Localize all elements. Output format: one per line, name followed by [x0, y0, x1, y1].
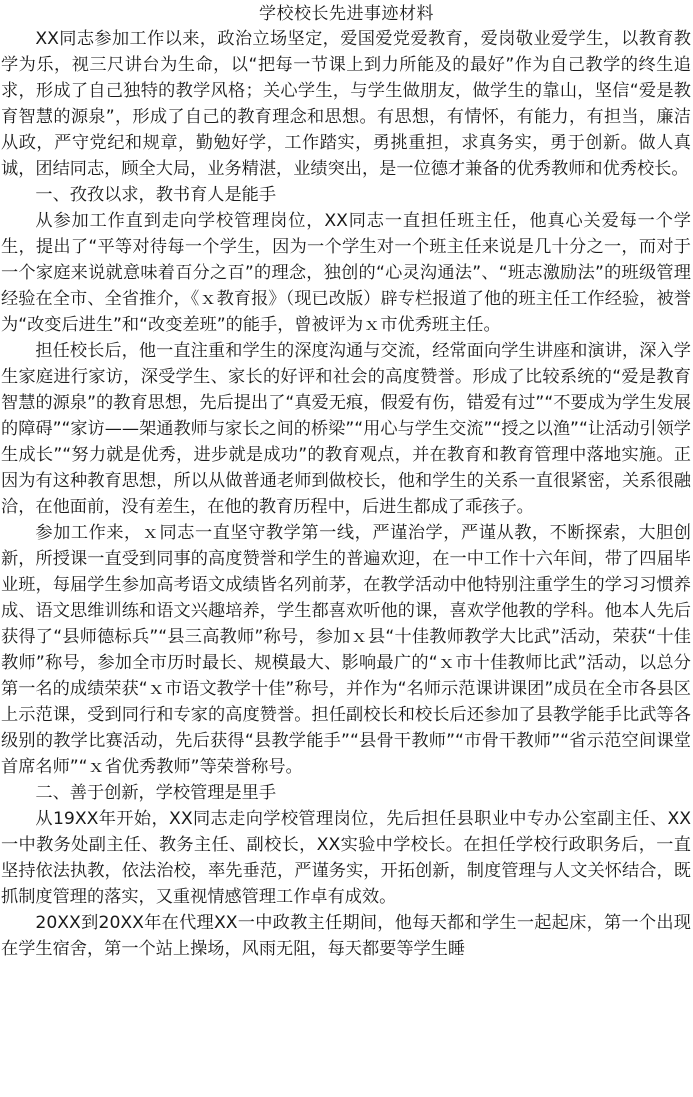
section1-paragraph-2: 担任校长后，他一直注重和学生的深度沟通与交流，经常面向学生讲座和演讲，深入学生家庭进行家访，深受学生、家长的好评和社会的高度赞誉。形成了比较系统的“爱是教育智慧的源泉”的教育思想，先后提出了“真爱无痕，假爱有伤，错爱有过”“不要成为学生发展的障碍”“家访——架通教师与家长之间的桥梁”“用心与学生交流”“授之以渔”“让活动引领学生成长”“努力就是优秀，进步就是成功”的教育观点，并在教育和教育管理中落地实施。正因为有这种教育思想，所以从做普通老师到做校长，他和学生的关系一直很紧密，关系很融洽，在他面前，没有差生，在他的教育历程中，后进生都成了乖孩子。: [1, 341, 691, 517]
section-heading-2: 二、善于创新，学校管理是里手: [35, 783, 277, 803]
section2-paragraph-2: 20XX到20XX年在代理XX一中政教主任期间，他每天都和学生一起起床，第一个出现在学生宿舍，第一个站上操场，风雨无阻，每天都要等学生睡: [1, 913, 691, 959]
section1-paragraph-1: 从参加工作直到走向学校管理岗位，XX同志一直担任班主任，他真心关爱每一个学生，提出了“平等对待每一个学生，因为一个学生对一个班主任来说是几十分之一，而对于一个家庭来说就意味着百分之百”的理念，独创的“心灵沟通法”、“班志激励法”的班级管理经验在全市、全省推介，《ｘ教育报》（现已改版）辟专栏报道了他的班主任工作经验，被誉为“改变后进生”和“改变差班”的能手，曾被评为ｘ市优秀班主任。: [1, 211, 691, 335]
document-title: 学校校长先进事迹材料: [259, 4, 434, 24]
section2-paragraph-1: 从19XX年开始，XX同志走向学校管理岗位，先后担任县职业中专办公室副主任、XX一中教务处副主任、教务主任、副校长，XX实验中学校长。在担任学校行政职务后，一直坚持依法执教，依法治校，率先垂范，严谨务实，开拓创新，制度管理与人文关怀结合，既抓制度管理的落实，又重视情感管理工作卓有成效。: [1, 809, 691, 907]
section1-paragraph-3: 参加工作来，ｘ同志一直坚守教学第一线，严谨治学，严谨从教，不断探索，大胆创新，所授课一直受到同事的高度赞誉和学生的普遍欢迎，在一中工作十六年间，带了四届毕业班，每届学生参加高考语文成绩皆名列前茅，在教学活动中他特别注重学生的学习习惯养成、语文思维训练和语文兴趣培养，学生都喜欢听他的课，喜欢学他教的学科。他本人先后获得了“县师德标兵”“县三高教师”称号，参加ｘ县“十佳教师教学大比武”活动，荣获“十佳教师”称号，参加全市历时最长、规模最大、影响最广的“ｘ市十佳教师比武”活动，以总分第一名的成绩荣获“ｘ市语文教学十佳”称号，并作为“名师示范课讲课团”成员在全市各县区上示范课，受到同行和专家的高度赞誉。担任副校长和校长后还参加了县教学能手比武等各级别的教学比赛活动，先后获得“县教学能手”“县骨干教师”“市骨干教师”“省示范空间课堂首席名师”“ｘ省优秀教师”等荣誉称号。: [1, 523, 691, 777]
section-heading-1: 一、孜孜以求，教书育人是能手: [35, 185, 277, 205]
intro-paragraph: XX同志参加工作以来，政治立场坚定，爱国爱党爱教育，爱岗敬业爱学生，以教育教学为乐，视三尺讲台为生命，以“把每一节课上到力所能及的最好”作为自己教学的终生追求，形成了自己独特的教学风格；关心学生，与学生做朋友，做学生的靠山，坚信“爱是教育智慧的源泉”，形成了自己的教育理念和思想。有思想，有情怀，有能力，有担当，廉洁从政，严守党纪和规章，勤勉好学，工作踏实，勇挑重担，求真务实，勇于创新。做人真诚，团结同志，顾全大局，业务精湛，业绩突出，是一位德才兼备的优秀教师和优秀校长。: [1, 29, 691, 179]
